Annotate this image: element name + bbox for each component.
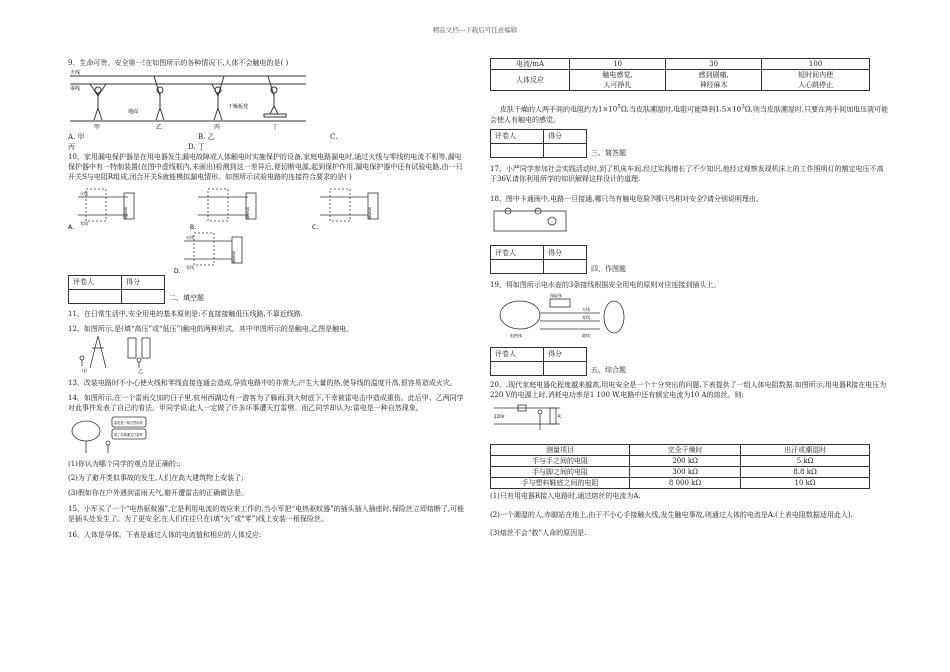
q9-option-a[interactable]: A. 甲 (68, 133, 85, 142)
section5-row (490, 347, 890, 376)
svg-text:D.: D. (174, 267, 181, 275)
section3-row (490, 129, 890, 158)
grader-reviewer: 评卷人 (69, 275, 122, 289)
q12-figure (68, 334, 188, 374)
grader-score-cell-5[interactable] (544, 361, 587, 375)
q11: 11、在日常生活中,安全用电的基本原则是:不直接接触低压线路,不靠近线路. (68, 309, 303, 318)
grader-score-cell[interactable] (122, 289, 165, 303)
q14-figure (68, 415, 148, 455)
q12: 12、如图所示,是(填“高压”或“低压”)触电的两种形式。其中甲图所示的是触电,乙图是触电。 (68, 324, 354, 333)
q17: 17、小严同学参加社会实践活动时,到了机床车间,经过实践增长了不少知识,他经过观察发现机床上的工作照明灯的额定电压不高于36V,请你利用所学的知识解释这样设计的道理. (490, 165, 884, 184)
q14-sub3: (3)假如你在户外遇到雷雨天气,避开遭雷击的正确做法是。 (68, 488, 249, 497)
grader-score: 得分 (122, 275, 165, 289)
q20-stem: 20、.现代家庭电器化程度越来越高,用电安全是一个十分突出的问题.下表提供了一组人体电阻数据.如图所示,用电器R接在电压为220 V的电源上时,消耗电功率是1 100 W,电路中还有额定电流为10 A的熔丝。则: (490, 380, 887, 399)
left-column (68, 58, 468, 540)
q9-option-c-text: 丙 (68, 143, 75, 152)
q19: 19、将如图所示电水壶的3条接线根据安全用电的原则对应连接到插头上。 (490, 281, 721, 290)
svg-text:乙: 乙 (138, 368, 144, 374)
svg-text:A.: A. (68, 223, 74, 231)
q16: 16、人体是导体。下表是通过人体的电流值和相应的人体反应: (68, 530, 262, 539)
grader-reviewer-cell-4[interactable] (491, 260, 544, 274)
section2-title: 二、填空题 (169, 294, 204, 303)
svg-text:火线: 火线 (582, 306, 590, 312)
svg-text:零线: 零线 (582, 314, 590, 320)
table-row: 手与手之间的电阻 200 kΩ 5 kΩ (491, 456, 870, 467)
q16-continued: 皮肤干燥的人两手间的电阻约为$1\times 10^5\Omega$,当皮肤潮湿时,电阻可能降到$1.5\times 10^3\Omega$,则当皮肤潮湿时,只要在两手间加电压就可能会使人有触电的感觉。 (490, 104, 889, 124)
q9-option-b[interactable]: B. 乙 (198, 133, 215, 142)
grader-box-3: 评卷人 得分 (490, 129, 587, 158)
current-value-3: 100 (762, 59, 870, 70)
svg-text:火线: 火线 (186, 234, 194, 240)
svg-text:用电器: 用电器 (367, 206, 373, 219)
resistance-header-item: 测量项目 (491, 444, 630, 455)
svg-text:火线: 火线 (70, 70, 81, 77)
q20-sub3: (3)熔丝不会“救”人命的原因是. (490, 528, 587, 537)
grader-score-cell-4[interactable] (544, 260, 587, 274)
svg-text:保险丝: 保险丝 (550, 292, 562, 298)
q18: 18、图中卡通画中,电路一旦接通,哪只鸟有触电危险?哪只鸟相对安全?请分别说明理由。 (490, 195, 763, 204)
svg-text:C.: C. (312, 223, 319, 231)
q14-sub2: (2)为了避开类似事故的发生,人们在高大建筑物上安装了; (68, 474, 244, 483)
q14-sub1: (1)你认为哪个同学的观点是正确的:: (68, 460, 181, 469)
svg-text:B.: B. (190, 223, 197, 231)
page-header: 精品文档---下载后可任意编辑 (432, 26, 518, 34)
svg-text:干燥板凳: 干燥板凳 (228, 104, 249, 111)
q9-figure (68, 68, 308, 130)
q18-figure (490, 207, 570, 237)
resistance-table (490, 444, 870, 490)
reaction-header: 人体反应 (491, 70, 570, 91)
current-table (490, 58, 870, 91)
resistance-header-dry: 完全干燥时 (630, 444, 741, 455)
resistance-header-wet: 出汗或潮湿时 (741, 444, 870, 455)
current-value-1: 10 (570, 59, 666, 70)
svg-text:220V: 220V (494, 413, 505, 419)
current-value-2: 30 (666, 59, 762, 70)
q9-stem: 9、生命可贵、安全第一!在如图所示的各种情况下,人体不会触电的是( ) (68, 59, 289, 67)
grader-box (68, 275, 165, 304)
q15: 15、小军买了一个“电热驱蚊器”,它是利用电流的效应来工作的,当小军把“电热驱蚊器”的插头插入插座时,保险丝立即熔断了,可能是插头处发生了。为了更安全,在人们住往只在(填“火”或“零”)线上安装一根保险丝。 (68, 504, 465, 523)
section2-row (68, 275, 468, 304)
q10-stem: 10、家用漏电保护器是在用电器发生漏电故障或人体触电时实施保护的设备,家庭电路漏电时,通过火线与零线的电流不相等,漏电保护器中有一特制装置(在图中虚线框内,未画出)检测到这一差异后,便切断电源,起到保护作用,漏电保护器中还有试验电路,由一只开关S与电阻R组成,闭合开关S就能模拟漏电情形。如图所示试验电路的连接符合要求的是( ) (68, 153, 463, 182)
q20-sub2: (2)一个潮湿的人,赤脚站在地上,由于不小心手接触火线,发生触电事故,则通过人体的电流是A.(上表电阻数据适用此人). (490, 510, 853, 519)
svg-text:零线: 零线 (80, 220, 88, 226)
svg-text:做了坏事遭天打雷劈: 做了坏事遭天打雷劈 (114, 433, 143, 438)
q9-option-d[interactable]: D. 丁 (188, 143, 205, 152)
section5-title: 五、综合题 (591, 366, 626, 375)
svg-text:电热丝: 电热丝 (510, 332, 522, 338)
q9-option-c[interactable]: C. (330, 133, 338, 142)
table-row: 手与脚之间的电阻 300 kΩ 8.8 kΩ (491, 467, 870, 478)
svg-text:用电器: 用电器 (231, 250, 237, 263)
q13: 13、改装电路时不小心使火线和零线直接连通会造成,导致电路中的非常大,产生大量的热,使导线的温度升高,很容易造成火灾。 (68, 378, 457, 387)
q10-figure (68, 183, 468, 275)
svg-text:甲: 甲 (82, 368, 88, 374)
svg-text:R: R (558, 413, 561, 419)
current-header: 电流/mA (491, 59, 570, 70)
svg-text:地面: 地面 (128, 109, 139, 116)
q20-sub1: (1)只有用电器R接入电路时,通过熔丝的电流为A. (490, 492, 641, 501)
svg-text:丙: 丙 (214, 124, 221, 131)
q9-options (68, 130, 468, 152)
right-column (490, 58, 890, 538)
reaction-cell-2: 感到剧痛, 神经麻木 (666, 70, 762, 91)
table-row (491, 444, 870, 455)
svg-text:用电器: 用电器 (245, 206, 251, 219)
q14-stem: 14、如图所示,在一个雷雨交加的日子里,杭州西湖边有一游客为了躲雨,到大树底下,不幸被雷电击中造成重伤。此后甲、乙两同学对此事件发表了自己的看法。甲同学说:此人一定做了许多坏事遭天打雷劈。而乙同学却认为:雷电是一种自然现象。 (68, 393, 464, 413)
grader-score-cell-3[interactable] (544, 144, 587, 158)
svg-text:地线: 地线 (582, 332, 590, 338)
reaction-cell-3: 短时间内使 人心跳停止 (762, 70, 870, 91)
section3-title: 三、简答题 (591, 148, 626, 157)
grader-reviewer-cell-5[interactable] (491, 361, 544, 375)
section4-title: 四、作图题 (591, 265, 626, 274)
svg-text:甲: 甲 (94, 124, 101, 131)
q20-figure (490, 402, 570, 434)
q19-figure (490, 293, 640, 339)
grader-box-5: 评卷人 得分 (490, 347, 587, 376)
svg-text:火线: 火线 (80, 190, 88, 196)
svg-text:丁: 丁 (272, 124, 279, 131)
svg-text:雷电是一种自然现象: 雷电是一种自然现象 (114, 421, 143, 426)
svg-text:零线: 零线 (70, 86, 81, 93)
svg-text:零线: 零线 (186, 264, 194, 270)
svg-text:用电器: 用电器 (123, 206, 129, 219)
table-row: 手与塑料鞋底之间的电阻 8 000 kΩ 10 kΩ (491, 478, 870, 489)
grader-reviewer-cell-3[interactable] (491, 144, 544, 158)
grader-reviewer-cell[interactable] (69, 289, 122, 303)
grader-box-4: 评卷人 得分 (490, 245, 587, 274)
svg-text:乙: 乙 (156, 124, 163, 131)
reaction-cell-1: 触电感觉, 人可挣扎 (570, 70, 666, 91)
section4-row (490, 245, 890, 274)
